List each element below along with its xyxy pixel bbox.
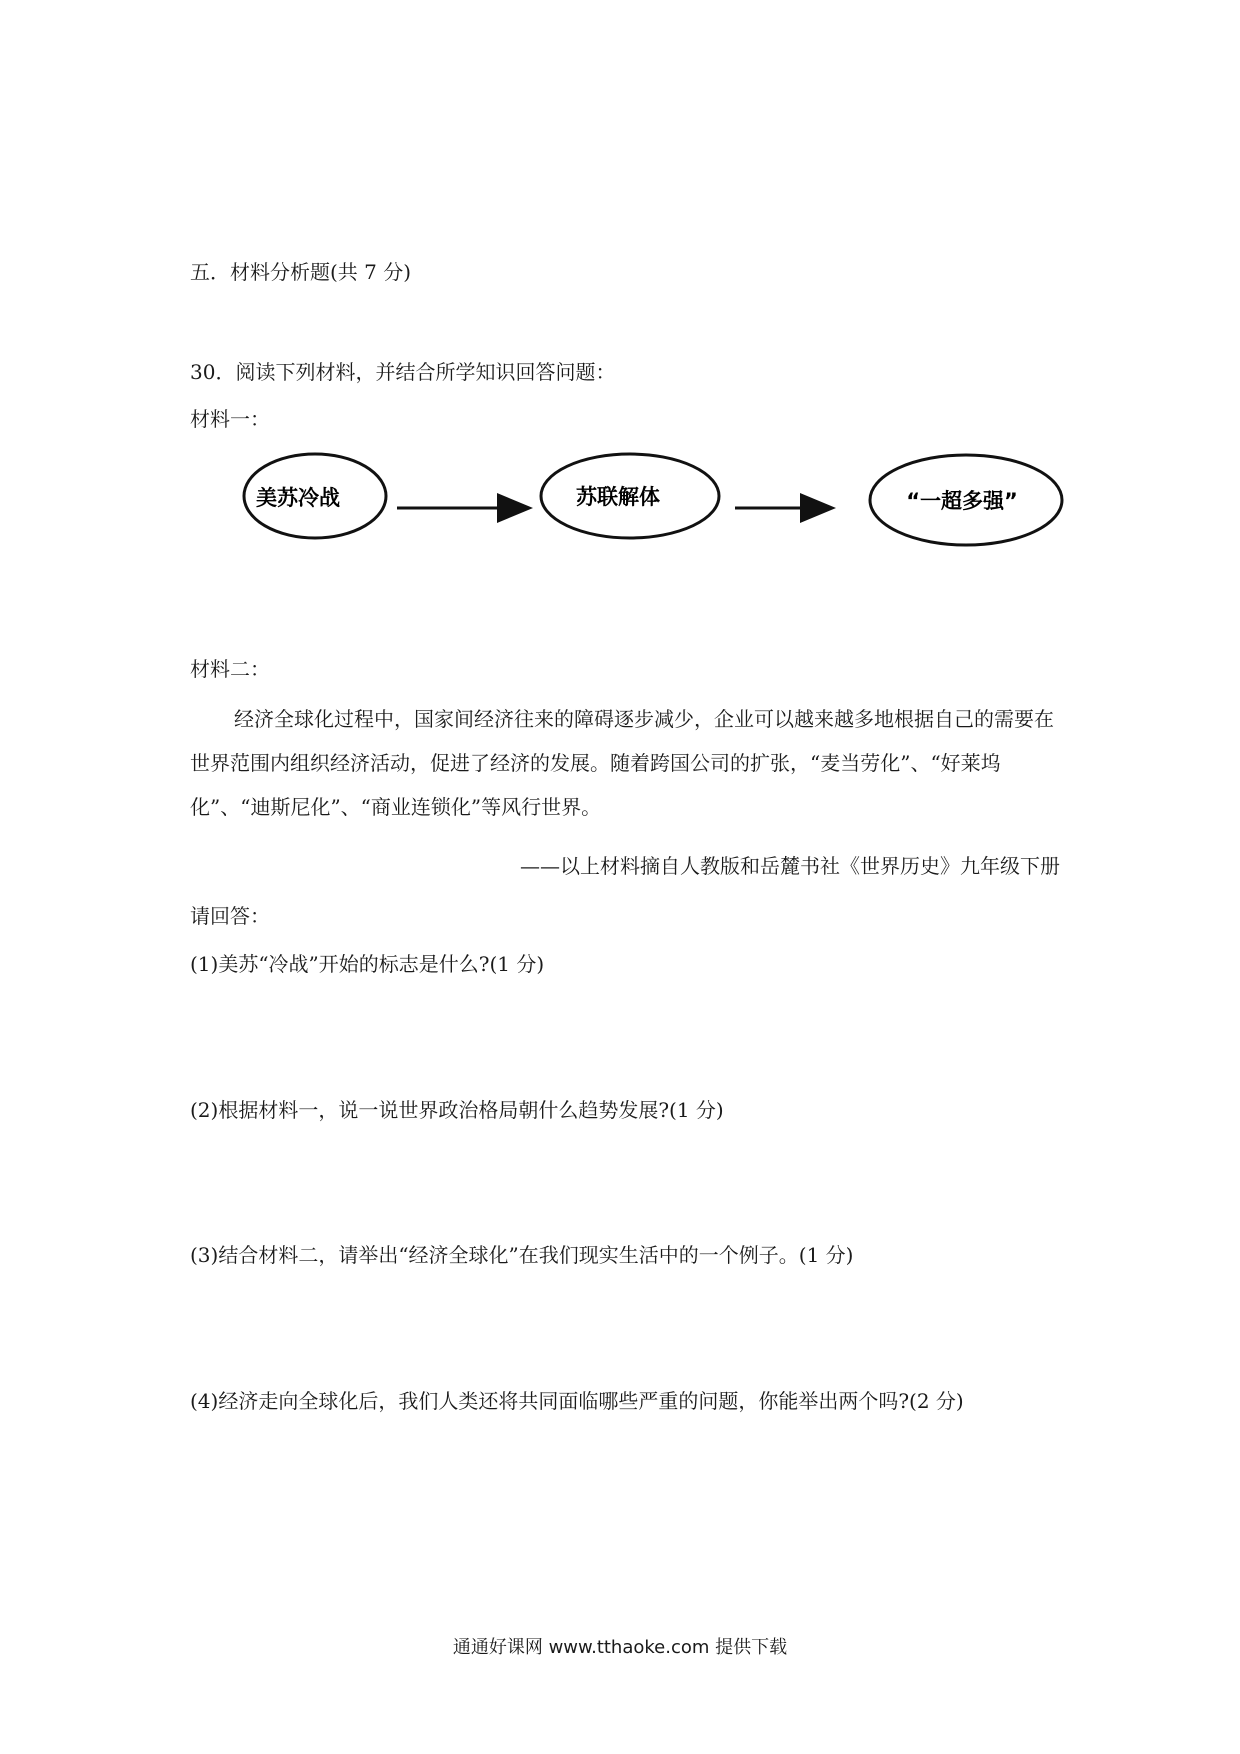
footer-note: 通通好课网 www.tthaoke.com 提供下载 <box>452 1637 788 1658</box>
flow-node-2-label: 苏联解体 <box>576 485 660 509</box>
question-stem: 30．阅读下列材料，并结合所学知识回答问题： <box>190 360 616 384</box>
flow-node-1-label: 美苏冷战 <box>256 486 340 510</box>
material1-label: 材料一： <box>190 407 270 431</box>
material2-paragraph: 经济全球化过程中，国家间经济往来的障碍逐步减少，企业可以越来越多地根据自己的需要在世界范围内组织经济活动，促进了经济的发展。随着跨国公司的扩张，“麦当劳化”、“好莱坞化”、“迪斯尼化”、“商业连锁化”等风行世界。 <box>190 707 1054 819</box>
flow-node-3-label: “一超多强” <box>906 489 1018 513</box>
material2-label: 材料二： <box>190 657 270 681</box>
answer-prompt: 请回答： <box>190 904 270 928</box>
subquestion-2: (2)根据材料一，说一说世界政治格局朝什么趋势发展?(1 分) <box>190 1098 724 1122</box>
subquestion-1: (1)美苏“冷战”开始的标志是什么?(1 分) <box>190 952 545 976</box>
subquestion-4: (4)经济走向全球化后，我们人类还将共同面临哪些严重的问题，你能举出两个吗?(2 分) <box>190 1389 964 1413</box>
section-title: 五．材料分析题(共 7 分) <box>190 260 412 284</box>
flow-diagram <box>240 440 1070 570</box>
subquestion-3: (3)结合材料二，请举出“经济全球化”在我们现实生活中的一个例子。(1 分) <box>190 1243 854 1267</box>
source-note: ——以上材料摘自人教版和岳麓书社《世界历史》九年级下册 <box>520 854 1060 878</box>
